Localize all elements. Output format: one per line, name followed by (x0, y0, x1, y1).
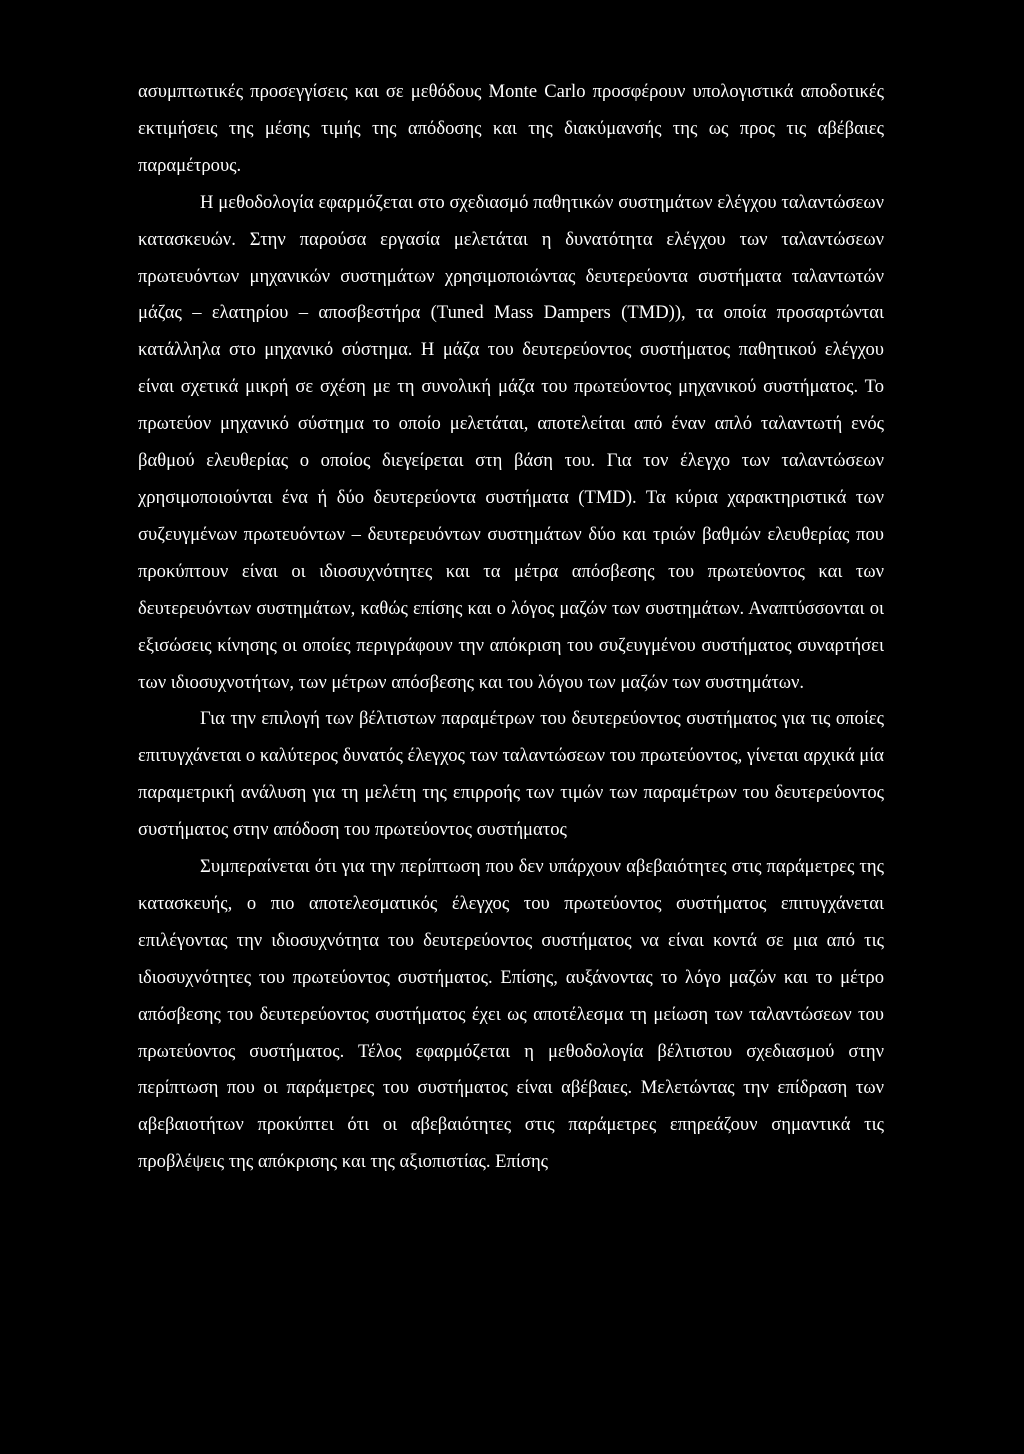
paragraph-parameter-selection: Για την επιλογή των βέλτιστων παραμέτρων του δευτερεύοντος συστήματος για τις οποίες επιτυγχάνεται ο καλύτερος δυνατός έλεγχος των ταλαντώσεων του πρωτεύοντος, γίνεται αρχικά μία παραμετρική ανάλυση για τη μελέτη της επιρροής των τιμών των παραμέτρων του δευτερεύοντος συστήματος στην απόδοση του πρωτεύοντος συστήματος (138, 708, 884, 841)
paragraph-continuation: ασυμπτωτικές προσεγγίσεις και σε μεθόδους Monte Carlo προσφέρουν υπολογιστικά αποδοτικές εκτιμήσεις της μέσης τιμής της απόδοσης και της διακύμανσής της ως προς τις αβέβαιες παραμέτρους. (138, 81, 884, 176)
paragraph-conclusions: Συμπεραίνεται ότι για την περίπτωση που δεν υπάρχουν αβεβαιότητες στις παράμετρες της κατασκευής, ο πιο αποτελεσματικός έλεγχος του πρωτεύοντος συστήματος επιτυγχάνεται επιλέγοντας την ιδιοσυχνότητα του δευτερεύοντος συστήματος να είναι κοντά σε μια από τις ιδιοσυχνότητες του πρωτεύοντος συστήματος. Επίσης, αυξάνοντας το λόγο μαζών και το μέτρο απόσβεσης του δευτερεύοντος συστήματος έχει ως αποτέλεσμα τη μείωση των ταλαντώσεων του πρωτεύοντος συστήματος. Τέλος εφαρμόζεται η μεθοδολογία βέλτιστου σχεδιασμού στην περίπτωση που οι παράμετρες του συστήματος είναι αβέβαιες. Μελετώντας την επίδραση των αβεβαιοτήτων προκύπτει ότι οι αβεβαιότητες στις παράμετρες επηρεάζουν σημαντικά τις προβλέψεις της απόκρισης και της αξιοπιστίας. Επίσης (138, 856, 884, 1173)
paragraph-methodology: Η μεθοδολογία εφαρμόζεται στο σχεδιασμό παθητικών συστημάτων ελέγχου ταλαντώσεων κατασκευών. Στην παρούσα εργασία μελετάται η δυνατότητα ελέγχου των ταλαντώσεων πρωτευόντων μηχανικών συστημάτων χρησιμοποιώντας δευτερεύοντα συστήματα ταλαντωτών μάζας – ελατηρίου – αποσβεστήρα (Tuned Mass Dampers (TMD)), τα οποία προσαρτώνται κατάλληλα στο μηχανικό σύστημα. Η μάζα του δευτερεύοντος συστήματος παθητικού ελέγχου είναι σχετικά μικρή σε σχέση με τη συνολική μάζα του πρωτεύοντος μηχανικού συστήματος. Το πρωτεύον μηχανικό σύστημα το οποίο μελετάται, αποτελείται από έναν απλό ταλαντωτή ενός βαθμού ελευθερίας ο οποίος διεγείρεται στη βάση του. Για τον έλεγχο των ταλαντώσεων χρησιμοποιούνται ένα ή δύο δευτερεύοντα συστήματα (TMD). Τα κύρια χαρακτηριστικά των συζευγμένων πρωτευόντων – δευτερευόντων συστημάτων δύο και τριών βαθμών ελευθερίας που προκύπτουν είναι οι ιδιοσυχνότητες και τα μέτρα απόσβεσης του πρωτεύοντος και των δευτερευόντων συστημάτων, καθώς επίσης και ο λόγος μαζών των συστημάτων. Αναπτύσσονται οι εξισώσεις κίνησης οι οποίες περιγράφουν την απόκριση του συζευγμένου συστήματος συναρτήσει των ιδιοσυχνοτήτων, των μέτρων απόσβεσης και του λόγου των μαζών των συστημάτων. (138, 191, 884, 693)
document-page (138, 74, 884, 1181)
